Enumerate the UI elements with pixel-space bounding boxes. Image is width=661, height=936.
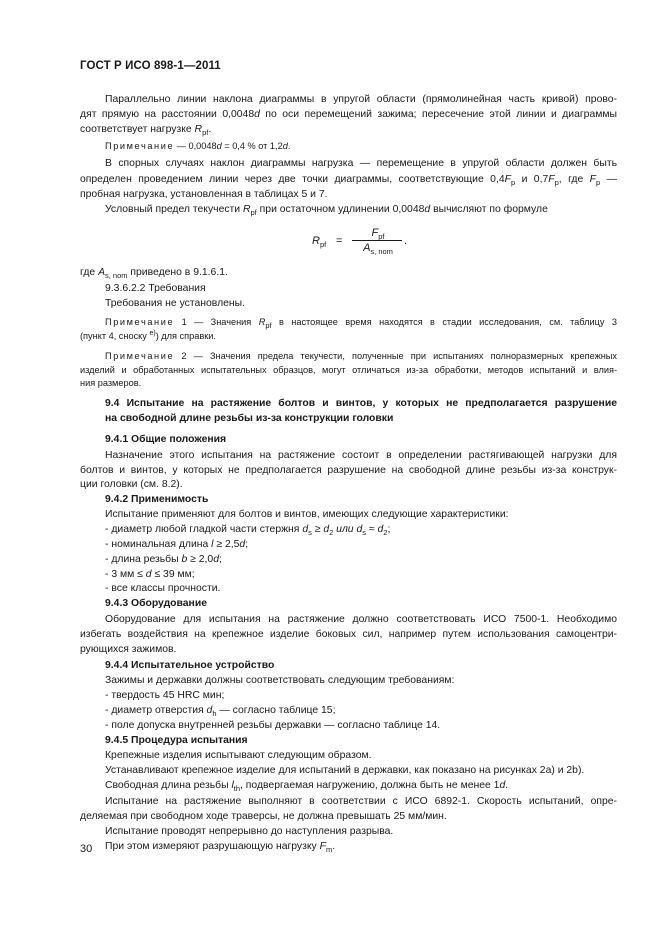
formula-fraction-bar [352, 240, 402, 241]
text-line: Устанавливают крепежное изделие для испытаний в державки, как показано на рисунках 2a) и 2b). [105, 765, 585, 776]
section-heading: 9.4 Испытание на растяжение болтов и винтов, у которых не предполагается разрушение [105, 398, 617, 409]
subsection-heading: 9.4.3 Оборудование [105, 598, 207, 609]
text-line: Параллельно линии наклона диаграммы в упругой области (прямолинейная часть кривой) прово- [105, 94, 617, 105]
formula [312, 227, 432, 263]
text-line: Испытание применяют для болтов и винтов, имеющих следующие характеристики: [105, 509, 509, 520]
list-item: - длина резьбы b ≥ 2,0d; [105, 554, 222, 565]
text-line: При этом измеряют разрушающую нагрузку $F_m$. [105, 841, 336, 854]
note-2: Примечание 2 — Значения предела текучести, полученные при испытаниях полноразмерных крепежных [105, 351, 617, 361]
formula-period: . [404, 235, 408, 247]
note: Примечание — 0,0048d = 0,4 % от 1,2d. [105, 141, 291, 151]
formula-equals: = [336, 235, 343, 247]
formula-numerator: $F_{pf}$ [371, 227, 385, 241]
subsection-heading: 9.4.1 Общие положения [105, 434, 227, 445]
section-heading: на свободной длине резьбы из-за конструкции головки [105, 413, 394, 424]
note-2: изделий и обработанных испытательных образцов, могут отличаться из-за обработки, методов испытаний и влия- [80, 365, 617, 375]
page-number: 30 [80, 843, 93, 855]
list-item: - 3 мм ≤ d ≤ 39 мм; [105, 569, 195, 580]
formula-denominator: $A_{s, nom}$ [363, 242, 393, 256]
text-line: определен проведением линии через две точки диаграммы, соответствующие $0,4F_p$ и $0,7F_p$, где $F_p$ — [80, 174, 618, 187]
list-item: - номинальная длина l ≥ 2,5d; [105, 539, 249, 550]
text-line: Оборудование для испытания на растяжение должно соответствовать ИСО 7500-1. Необходимо [105, 614, 617, 625]
note-1: Примечание 1 — Значения $R_{pf}$ в настоящее время находятся в стадии исследования, см. таблицу 3 [105, 317, 617, 330]
text-line: дят прямую на расстоянии 0,0048d по оси перемещений зажима; пересечение этой линии и диаграммы [80, 109, 617, 120]
text-line: В спорных случаях наклон диаграммы нагрузка — перемещение в упругой области должен быть [105, 158, 617, 169]
text-line: Условный предел текучести $R_{pf}$ при остаточном удлинении 0,0048d вычисляют по формуле [105, 204, 548, 217]
text-line: рующихся зажимов. [80, 644, 177, 655]
text-line: Свободная длина резьбы $l_{th}$, подвергаемая нагружению, должна быть не менее 1d. [105, 780, 509, 793]
text-line: Требования не установлены. [105, 298, 246, 309]
list-item: - диаметр отверстия $d_h$ — согласно таблице 15; [105, 705, 336, 718]
list-item: - поле допуска внутренней резьбы державки — согласно таблице 14. [105, 720, 441, 731]
text-line: Крепежные изделия испытывают следующим образом. [105, 750, 372, 761]
text-line: пробная нагрузка, установленная в таблицах 5 и 7. [80, 189, 328, 200]
text-line: болтов и винтов, у которых не предполагается разрушение на свободной длине резьбы из-за конструк- [80, 465, 617, 476]
text-line: соответствует нагрузке $R_{pf}$. [80, 124, 212, 137]
text-line: Испытание на растяжение выполняют в соответствии с ИСО 6892-1. Скорость испытаний, опре- [105, 796, 617, 807]
formula-lhs: $R_{pf}$ [312, 235, 327, 249]
subsection-heading: 9.4.5 Процедура испытания [105, 735, 248, 746]
text-line: где $A_{s, nom}$ приведено в 9.1.6.1. [80, 267, 228, 280]
list-item: - все классы прочности. [105, 583, 221, 594]
text-line: избегать воздействия на крепежное изделие боковых сил, например путем использования самоцентри- [80, 629, 617, 640]
text-line: ции головки (см. 8.2). [80, 479, 183, 490]
document-header: ГОСТ Р ИСО 898-1—2011 [80, 60, 221, 72]
note-2: ния размеров. [80, 378, 142, 388]
subsection-heading: 9.4.2 Применимость [105, 494, 209, 505]
text-line: Испытание проводят непрерывно до наступления разрыва. [105, 826, 394, 837]
list-item: - твердость 45 HRC мин; [105, 690, 225, 701]
text-line: Зажимы и державки должны соответствовать следующим требованиям: [105, 675, 455, 686]
note-1: (пункт 4, сноску $^{e)}$) для справки. [80, 330, 216, 341]
text-line: деляемая при свободном ходе траверсы, не должна превышать 25 мм/мин. [80, 811, 447, 822]
list-item: - диаметр любой гладкой части стержня $d_s \ge d_2$ или $d_s \approx d_2$; [105, 524, 391, 537]
clause-heading: 9.3.6.2.2 Требования [105, 283, 206, 294]
subsection-heading: 9.4.4 Испытательное устройство [105, 660, 275, 671]
text-line: Назначение этого испытания на растяжение состоит в определении растягивающей нагрузки для [105, 450, 617, 461]
